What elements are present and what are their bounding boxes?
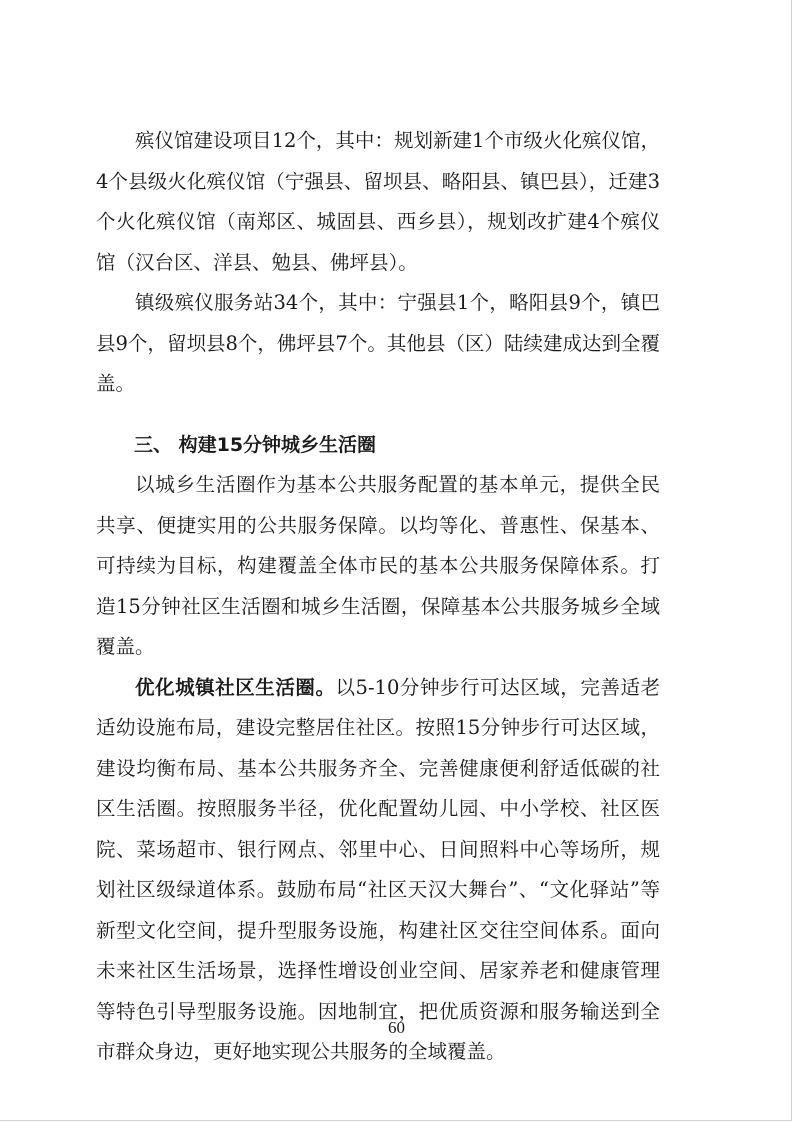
paragraph-body-text: 以5-10分钟步行可达区域，完善适老适幼设施布局，建设完整居住社区。按照15分钟步行可达区域，建设均衡布局、基本公共服务齐全、完善健康便利舒适低碳的社区生活圈。按照服务半径，优化配置幼儿园、中小学校、社区医院、菜场超市、银行网点、邻里中心、日间照料中心等场所，规划社区级绿道体系。鼓励布局“社区天汉大舞台”、“文化驿站”等新型文化空间，提升型服务设施，构建社区交往空间体系。面向未来社区生活场景，选择性增设创业空间、居家养老和健康管理等特色引导型服务设施。因地制宜，把优质资源和服务输送到全市群众身边，更好地实现公共服务的全域覆盖。 (96, 675, 660, 1063)
page-number: 60 (388, 1018, 405, 1037)
paragraph-town-service-stations: 镇级殡仪服务站34个，其中：宁强县1个，略阳县9个，镇巴县9个，留坝县8个，佛坪县7个。其他县（区）陆续建成达到全覆盖。 (96, 291, 660, 395)
paragraph-funeral-homes: 殡仪馆建设项目12个，其中：规划新建1个市级火化殡仪馆，4个县级火化殡仪馆（宁强县、留坝县、略阳县、镇巴县），迁建3个火化殡仪馆（南郑区、城固县、西乡县），规划改扩建4个殡仪馆（汉台区、洋县、勉县、佛坪县）。 (96, 129, 660, 274)
section-heading: 三、 构建15分钟城乡生活圈 (134, 433, 377, 456)
document-body (96, 121, 660, 1073)
paragraph-lead-title: 优化城镇社区生活圈。 (135, 675, 336, 699)
paragraph-community-life-circle (96, 668, 660, 1073)
paragraph-life-circle: 以城乡生活圈作为基本公共服务配置的基本单元，提供全民共享、便捷实用的公共服务保障。以均等化、普惠性、保基本、可持续为目标，构建覆盖全体市民的基本公共服务保障体系。打造15分钟社区生活圈和城乡生活圈，保障基本公共服务城乡全域覆盖。 (96, 473, 660, 658)
